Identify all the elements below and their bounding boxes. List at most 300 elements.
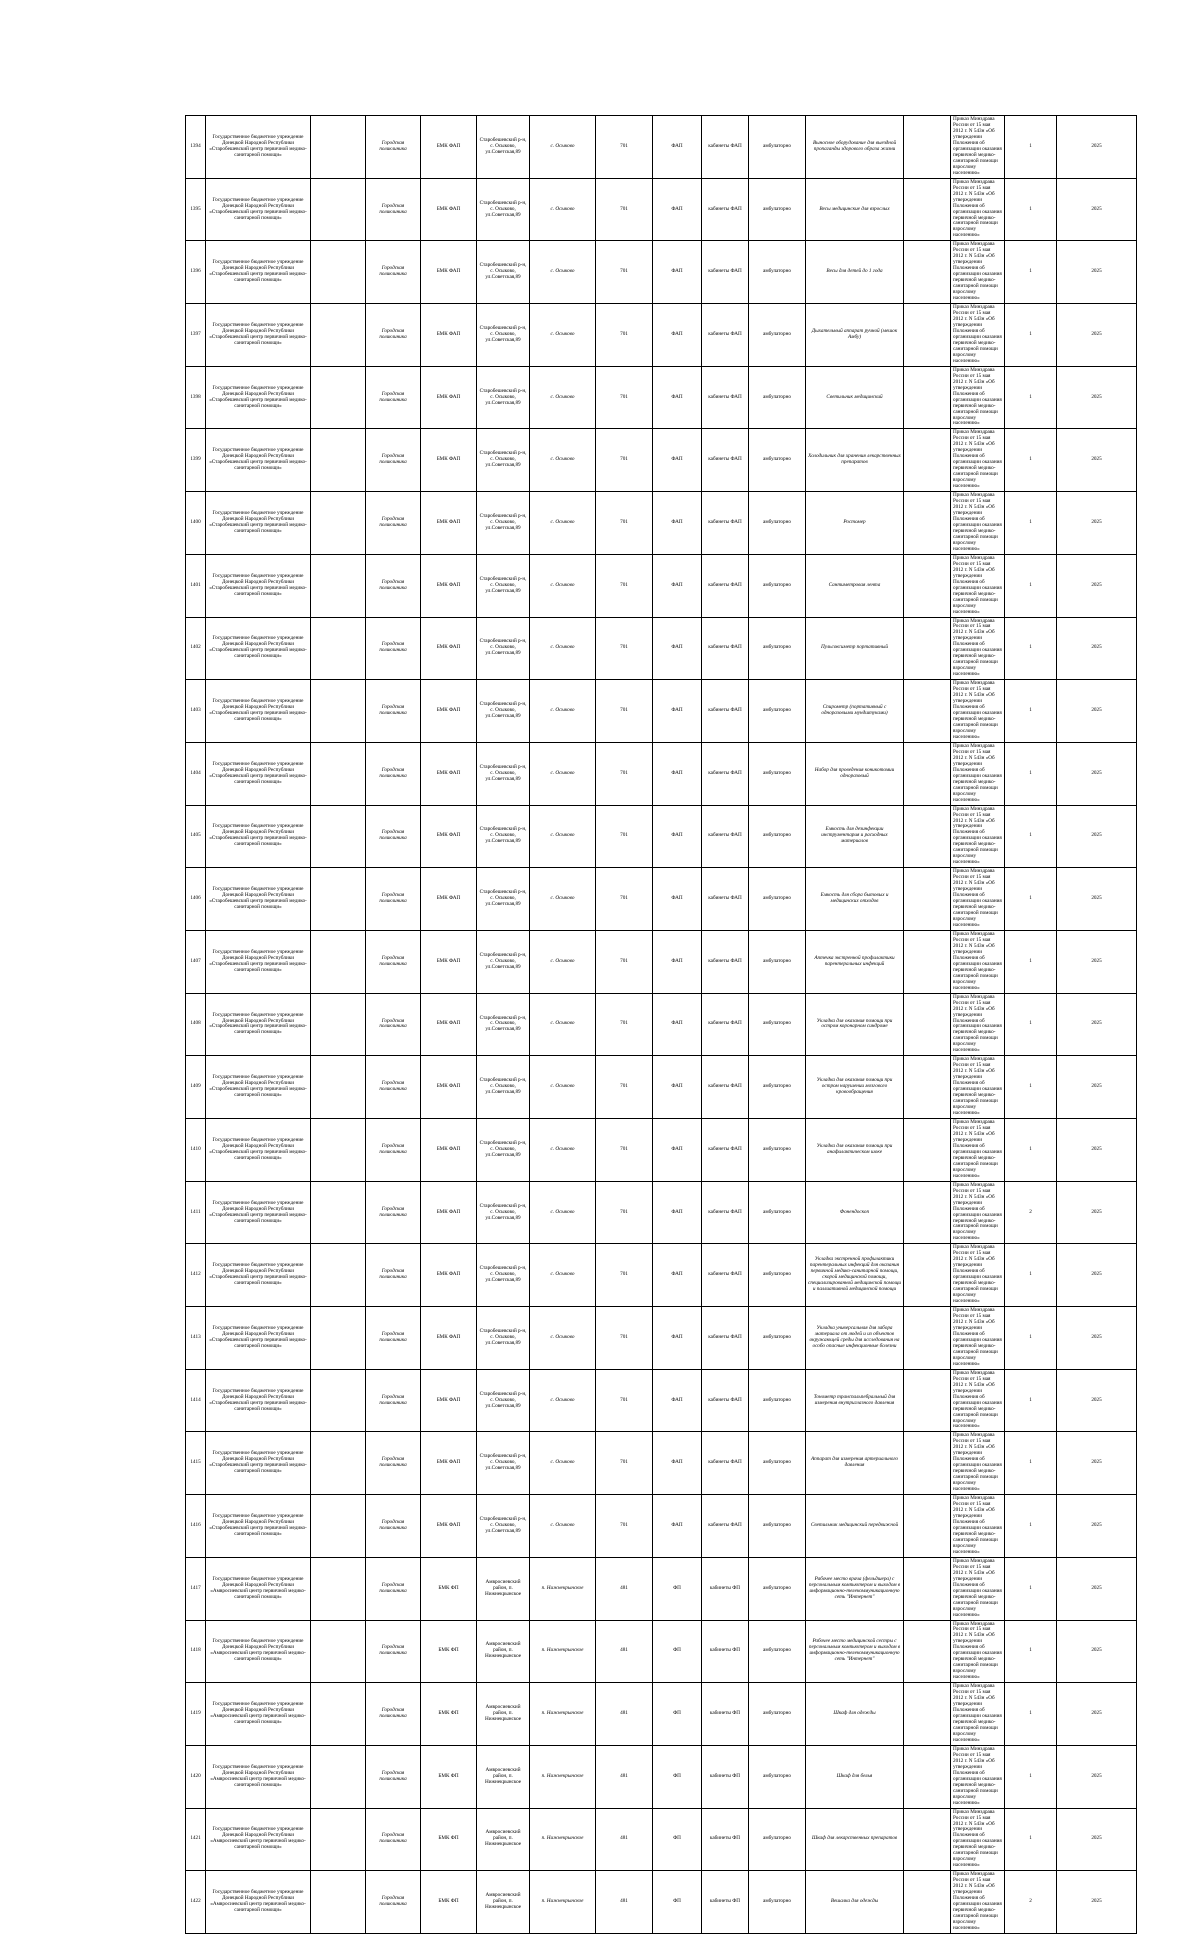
unit-type: БМК ФАП [421,1181,477,1244]
equipment-name: Сантиметровая лента [806,554,904,617]
row-number: 1416 [186,1495,206,1558]
year: 2025 [1057,1181,1137,1244]
facility-address: Старобешевский р-н, с. Осыково, ул.Советская,89 [477,429,530,492]
empty-cell [311,178,366,241]
organization-name: Государственное бюджетное учреждение Донецкой Народной Республики «Старобешевский центр первичной медико-санитарной помощи» [206,492,311,555]
table-row [186,1871,1137,1934]
organization-name: Государственное бюджетное учреждение Донецкой Народной Республики «Старобешевский центр первичной медико-санитарной помощи» [206,1495,311,1558]
facility-category: Городская поликлиника [366,617,421,680]
equipment-name: Холодильник для хранения лекарственных препаратов [806,429,904,492]
organization-name: Государственное бюджетное учреждение Донецкой Народной Республики «Старобешевский центр первичной медико-санитарной помощи» [206,680,311,743]
unit-type: БМК ФАП [421,1307,477,1370]
care-kind: амбулаторно [749,304,806,367]
facility-category: Городская поликлиника [366,742,421,805]
facility-address: Старобешевский р-н, с. Осыково, ул.Советская,89 [477,742,530,805]
equipment-name: Пульсоксиметр портативный [806,617,904,680]
row-number: 1404 [186,742,206,805]
row-number: 1410 [186,1119,206,1182]
locality: с. Осыково [530,680,596,743]
empty-cell [904,1369,951,1432]
row-number: 1402 [186,617,206,680]
regulatory-basis: Приказ Минздрава России от 15 мая 2012 г. N 543н «Об утверждении Положения об организации оказания первичной медико-санитарной помощи взрослому населению» [951,116,1005,179]
locality: с. Осыково [530,1369,596,1432]
care-kind: амбулаторно [749,1808,806,1871]
quantity: 1 [1005,429,1057,492]
facility-address: Амвросиевский район, п. Нижнекрынское [477,1683,530,1746]
care-kind: амбулаторно [749,617,806,680]
regulatory-basis: Приказ Минздрава России от 15 мая 2012 г. N 543н «Об утверждении Положения об организации оказания первичной медико-санитарной помощи взрослому населению» [951,680,1005,743]
empty-cell [904,993,951,1056]
facility-type: ФАП [653,930,702,993]
care-kind: амбулаторно [749,366,806,429]
table-row [186,1119,1137,1182]
regulatory-basis: Приказ Минздрава России от 15 мая 2012 г. N 543н «Об утверждении Положения об организации оказания первичной медико-санитарной помощи взрослому населению» [951,1181,1005,1244]
empty-cell [311,805,366,868]
facility-code: 701 [596,805,653,868]
empty-cell [311,742,366,805]
facility-code: 701 [596,1307,653,1370]
facility-address: Амвросиевский район, п. Нижнекрынское [477,1871,530,1934]
year: 2025 [1057,178,1137,241]
table-row [186,116,1137,179]
facility-address: Старобешевский р-н, с. Осыково, ул.Советская,89 [477,680,530,743]
quantity: 1 [1005,1369,1057,1432]
facility-code: 701 [596,304,653,367]
facility-address: Старобешевский р-н, с. Осыково, ул.Советская,89 [477,1495,530,1558]
table-row [186,1620,1137,1683]
locality: с. Осыково [530,1307,596,1370]
facility-code: 701 [596,930,653,993]
empty-cell [311,241,366,304]
care-kind: амбулаторно [749,993,806,1056]
row-number: 1403 [186,680,206,743]
facility-category: Городская поликлиника [366,429,421,492]
unit-type: БМК ФП [421,1745,477,1808]
room: кабинеты ФАП [702,868,749,931]
empty-cell [904,930,951,993]
facility-type: ФП [653,1557,702,1620]
empty-cell [311,930,366,993]
table-row [186,492,1137,555]
row-number: 1400 [186,492,206,555]
facility-code: 701 [596,178,653,241]
equipment-name: Шкаф для белья [806,1745,904,1808]
facility-category: Городская поликлиника [366,492,421,555]
equipment-name: Укладка для оказания помощи при остром коронарном синдроме [806,993,904,1056]
quantity: 1 [1005,742,1057,805]
equipment-name: Вешалка для одежды [806,1871,904,1934]
quantity: 1 [1005,1745,1057,1808]
quantity: 1 [1005,930,1057,993]
equipment-name: Шкаф для одежды [806,1683,904,1746]
organization-name: Государственное бюджетное учреждение Донецкой Народной Республики «Старобешевский центр первичной медико-санитарной помощи» [206,1119,311,1182]
quantity: 1 [1005,554,1057,617]
empty-cell [311,1181,366,1244]
unit-type: БМК ФАП [421,1119,477,1182]
regulatory-basis: Приказ Минздрава России от 15 мая 2012 г. N 543н «Об утверждении Положения об организации оказания первичной медико-санитарной помощи взрослому населению» [951,1808,1005,1871]
facility-code: 701 [596,742,653,805]
row-number: 1408 [186,993,206,1056]
empty-cell [311,1683,366,1746]
equipment-name: Фонендоскоп [806,1181,904,1244]
regulatory-basis: Приказ Минздрава России от 15 мая 2012 г. N 543н «Об утверждении Положения об организации оказания первичной медико-санитарной помощи взрослому населению» [951,1620,1005,1683]
facility-category: Городская поликлиника [366,868,421,931]
quantity: 1 [1005,1495,1057,1558]
table-row [186,1808,1137,1871]
quantity: 1 [1005,241,1057,304]
facility-address: Старобешевский р-н, с. Осыково, ул.Советская,89 [477,805,530,868]
facility-code: 701 [596,1056,653,1119]
empty-cell [904,1871,951,1934]
locality: с. Осыково [530,492,596,555]
facility-code: 481 [596,1557,653,1620]
empty-cell [311,1119,366,1182]
equipment-name: Ростомер [806,492,904,555]
organization-name: Государственное бюджетное учреждение Донецкой Народной Республики «Амвросиевский центр первичной медико-санитарной помощи» [206,1683,311,1746]
room: кабинеты ФП [702,1871,749,1934]
quantity: 1 [1005,617,1057,680]
table-row [186,868,1137,931]
quantity: 1 [1005,868,1057,931]
year: 2025 [1057,1307,1137,1370]
empty-cell [904,617,951,680]
empty-cell [311,1244,366,1307]
room: кабинеты ФАП [702,617,749,680]
organization-name: Государственное бюджетное учреждение Донецкой Народной Республики «Амвросиевский центр первичной медико-санитарной помощи» [206,1745,311,1808]
facility-code: 701 [596,680,653,743]
room: кабинеты ФАП [702,492,749,555]
facility-category: Городская поликлиника [366,680,421,743]
empty-cell [311,1495,366,1558]
empty-cell [311,993,366,1056]
facility-category: Городская поликлиника [366,1307,421,1370]
facility-type: ФП [653,1620,702,1683]
equipment-name: Укладка экстренной профилактики парентеральных инфекций для оказания первичной медико-санитарной помощи, скорой медицинской помощи, специализированной медицинской помощи и паллиативной медицинской помощи [806,1244,904,1307]
organization-name: Государственное бюджетное учреждение Донецкой Народной Республики «Амвросиевский центр первичной медико-санитарной помощи» [206,1557,311,1620]
regulatory-basis: Приказ Минздрава России от 15 мая 2012 г. N 543н «Об утверждении Положения об организации оказания первичной медико-санитарной помощи взрослому населению» [951,1495,1005,1558]
year: 2025 [1057,554,1137,617]
room: кабинеты ФАП [702,1244,749,1307]
empty-cell [904,492,951,555]
unit-type: БМК ФАП [421,680,477,743]
unit-type: БМК ФАП [421,304,477,367]
facility-address: Старобешевский р-н, с. Осыково, ул.Советская,89 [477,1244,530,1307]
quantity: 1 [1005,178,1057,241]
empty-cell [904,429,951,492]
row-number: 1401 [186,554,206,617]
facility-code: 481 [596,1871,653,1934]
empty-cell [311,1620,366,1683]
care-kind: амбулаторно [749,1307,806,1370]
table-row [186,178,1137,241]
facility-type: ФАП [653,1369,702,1432]
equipment-name: Шкаф для лекарственных препаратов [806,1808,904,1871]
organization-name: Государственное бюджетное учреждение Донецкой Народной Республики «Старобешевский центр первичной медико-санитарной помощи» [206,617,311,680]
row-number: 1398 [186,366,206,429]
facility-address: Старобешевский р-н, с. Осыково, ул.Советская,89 [477,1119,530,1182]
facility-code: 701 [596,366,653,429]
regulatory-basis: Приказ Минздрава России от 15 мая 2012 г. N 543н «Об утверждении Положения об организации оказания первичной медико-санитарной помощи взрослому населению» [951,429,1005,492]
regulatory-basis: Приказ Минздрава России от 15 мая 2012 г. N 543н «Об утверждении Положения об организации оказания первичной медико-санитарной помощи взрослому населению» [951,1307,1005,1370]
facility-category: Городская поликлиника [366,554,421,617]
row-number: 1407 [186,930,206,993]
facility-address: Амвросиевский район, п. Нижнекрынское [477,1620,530,1683]
year: 2025 [1057,617,1137,680]
facility-address: Амвросиевский район, п. Нижнекрынское [477,1557,530,1620]
facility-category: Городская поликлиника [366,1557,421,1620]
organization-name: Государственное бюджетное учреждение Донецкой Народной Республики «Старобешевский центр первичной медико-санитарной помощи» [206,241,311,304]
unit-type: БМК ФАП [421,116,477,179]
row-number: 1412 [186,1244,206,1307]
locality: п. Нижнекрынское [530,1557,596,1620]
equipment-name: Емкость для сбора бытовых и медицинских отходов [806,868,904,931]
facility-address: Старобешевский р-н, с. Осыково, ул.Советская,89 [477,1181,530,1244]
table-row [186,241,1137,304]
care-kind: амбулаторно [749,805,806,868]
row-number: 1411 [186,1181,206,1244]
year: 2025 [1057,1244,1137,1307]
empty-cell [311,1557,366,1620]
year: 2025 [1057,1056,1137,1119]
locality: п. Нижнекрынское [530,1683,596,1746]
care-kind: амбулаторно [749,1432,806,1495]
organization-name: Государственное бюджетное учреждение Донецкой Народной Республики «Старобешевский центр первичной медико-санитарной помощи» [206,1244,311,1307]
facility-address: Старобешевский р-н, с. Осыково, ул.Советская,89 [477,116,530,179]
empty-cell [904,304,951,367]
locality: с. Осыково [530,1244,596,1307]
organization-name: Государственное бюджетное учреждение Донецкой Народной Республики «Старобешевский центр первичной медико-санитарной помощи» [206,554,311,617]
facility-type: ФАП [653,1307,702,1370]
unit-type: БМК ФАП [421,492,477,555]
equipment-name: Укладка универсальная для забора материала от людей и из объектов окружающей среды для исследования на особо опасные инфекционные болезни [806,1307,904,1370]
room: кабинеты ФАП [702,178,749,241]
empty-cell [311,1745,366,1808]
empty-cell [311,1871,366,1934]
locality: п. Нижнекрынское [530,1620,596,1683]
empty-cell [311,1432,366,1495]
facility-type: ФАП [653,429,702,492]
facility-code: 701 [596,554,653,617]
quantity: 1 [1005,1683,1057,1746]
organization-name: Государственное бюджетное учреждение Донецкой Народной Республики «Старобешевский центр первичной медико-санитарной помощи» [206,1056,311,1119]
facility-address: Старобешевский р-н, с. Осыково, ул.Советская,89 [477,492,530,555]
facility-code: 701 [596,1244,653,1307]
regulatory-basis: Приказ Минздрава России от 15 мая 2012 г. N 543н «Об утверждении Положения об организации оказания первичной медико-санитарной помощи взрослому населению» [951,1369,1005,1432]
unit-type: БМК ФАП [421,1495,477,1558]
year: 2025 [1057,993,1137,1056]
year: 2025 [1057,868,1137,931]
facility-address: Старобешевский р-н, с. Осыково, ул.Советская,89 [477,366,530,429]
quantity: 1 [1005,1620,1057,1683]
regulatory-basis: Приказ Минздрава России от 15 мая 2012 г. N 543н «Об утверждении Положения об организации оказания первичной медико-санитарной помощи взрослому населению» [951,1683,1005,1746]
locality: с. Осыково [530,742,596,805]
facility-type: ФП [653,1871,702,1934]
empty-cell [904,1056,951,1119]
facility-type: ФАП [653,492,702,555]
locality: с. Осыково [530,366,596,429]
year: 2025 [1057,304,1137,367]
equipment-name: Светильник медицинский передвижной [806,1495,904,1558]
unit-type: БМК ФАП [421,1369,477,1432]
quantity: 1 [1005,116,1057,179]
row-number: 1418 [186,1620,206,1683]
locality: п. Нижнекрынское [530,1808,596,1871]
facility-code: 701 [596,1119,653,1182]
quantity: 2 [1005,1871,1057,1934]
quantity: 2 [1005,1181,1057,1244]
row-number: 1409 [186,1056,206,1119]
regulatory-basis: Приказ Минздрава России от 15 мая 2012 г. N 543н «Об утверждении Положения об организации оказания первичной медико-санитарной помощи взрослому населению» [951,868,1005,931]
facility-code: 701 [596,868,653,931]
regulatory-basis: Приказ Минздрава России от 15 мая 2012 г. N 543н «Об утверждении Положения об организации оказания первичной медико-санитарной помощи взрослому населению» [951,304,1005,367]
room: кабинеты ФАП [702,241,749,304]
facility-category: Городская поликлиника [366,1119,421,1182]
row-number: 1419 [186,1683,206,1746]
locality: с. Осыково [530,1495,596,1558]
organization-name: Государственное бюджетное учреждение Донецкой Народной Республики «Старобешевский центр первичной медико-санитарной помощи» [206,1181,311,1244]
year: 2025 [1057,1557,1137,1620]
facility-category: Городская поликлиника [366,993,421,1056]
table-row [186,1056,1137,1119]
facility-category: Городская поликлиника [366,1620,421,1683]
room: кабинеты ФАП [702,366,749,429]
locality: с. Осыково [530,1056,596,1119]
facility-code: 701 [596,492,653,555]
facility-address: Старобешевский р-н, с. Осыково, ул.Советская,89 [477,930,530,993]
regulatory-basis: Приказ Минздрава России от 15 мая 2012 г. N 543н «Об утверждении Положения об организации оказания первичной медико-санитарной помощи взрослому населению» [951,1056,1005,1119]
unit-type: БМК ФАП [421,241,477,304]
equipment-name: Рабочее место медицинской сестры с персональным компьютером и выходом в информационно-телекоммуникационную сеть "Интернет" [806,1620,904,1683]
empty-cell [904,1307,951,1370]
facility-type: ФАП [653,1244,702,1307]
facility-category: Городская поликлиника [366,366,421,429]
empty-cell [904,1495,951,1558]
organization-name: Государственное бюджетное учреждение Донецкой Народной Республики «Старобешевский центр первичной медико-санитарной помощи» [206,993,311,1056]
empty-cell [311,429,366,492]
organization-name: Государственное бюджетное учреждение Донецкой Народной Республики «Старобешевский центр первичной медико-санитарной помощи» [206,178,311,241]
row-number: 1395 [186,178,206,241]
year: 2025 [1057,1432,1137,1495]
quantity: 1 [1005,1557,1057,1620]
year: 2025 [1057,492,1137,555]
care-kind: амбулаторно [749,930,806,993]
facility-type: ФАП [653,1432,702,1495]
facility-address: Старобешевский р-н, с. Осыково, ул.Советская,89 [477,304,530,367]
quantity: 1 [1005,366,1057,429]
locality: с. Осыково [530,241,596,304]
facility-type: ФАП [653,742,702,805]
equipment-name: Укладка для оказания помощи при анафилактическом шоке [806,1119,904,1182]
facility-type: ФАП [653,617,702,680]
empty-cell [904,1808,951,1871]
care-kind: амбулаторно [749,680,806,743]
quantity: 1 [1005,1307,1057,1370]
table-row [186,680,1137,743]
facility-category: Городская поликлиника [366,1871,421,1934]
year: 2025 [1057,1369,1137,1432]
empty-cell [311,1369,366,1432]
equipment-name: Рабочее место врача (фельдшера) с персональным компьютером и выходом в информационно-телекоммуникационную сеть "Интернет" [806,1557,904,1620]
regulatory-basis: Приказ Минздрава России от 15 мая 2012 г. N 543н «Об утверждении Положения об организации оказания первичной медико-санитарной помощи взрослому населению» [951,1432,1005,1495]
facility-type: ФАП [653,993,702,1056]
facility-code: 701 [596,993,653,1056]
facility-code: 701 [596,617,653,680]
facility-code: 701 [596,1495,653,1558]
unit-type: БМК ФАП [421,554,477,617]
unit-type: БМК ФАП [421,366,477,429]
room: кабинеты ФАП [702,554,749,617]
empty-cell [904,1557,951,1620]
unit-type: БМК ФАП [421,868,477,931]
unit-type: БМК ФАП [421,805,477,868]
unit-type: БМК ФАП [421,178,477,241]
organization-name: Государственное бюджетное учреждение Донецкой Народной Республики «Старобешевский центр первичной медико-санитарной помощи» [206,742,311,805]
facility-code: 481 [596,1620,653,1683]
equipment-name: Набор для проведения коникотомии одноразовый [806,742,904,805]
empty-cell [904,868,951,931]
organization-name: Государственное бюджетное учреждение Донецкой Народной Республики «Старобешевский центр первичной медико-санитарной помощи» [206,366,311,429]
quantity: 1 [1005,1432,1057,1495]
locality: с. Осыково [530,617,596,680]
facility-category: Городская поликлиника [366,805,421,868]
facility-type: ФАП [653,1181,702,1244]
care-kind: амбулаторно [749,1745,806,1808]
table-row [186,1432,1137,1495]
room: кабинеты ФАП [702,1369,749,1432]
equipment-name: Аппарат для измерения артериального давления [806,1432,904,1495]
table-row [186,304,1137,367]
equipment-name: Весы медицинские для взрослых [806,178,904,241]
unit-type: БМК ФАП [421,1244,477,1307]
empty-cell [904,1181,951,1244]
facility-type: ФАП [653,1495,702,1558]
locality: с. Осыково [530,805,596,868]
year: 2025 [1057,366,1137,429]
empty-cell [311,617,366,680]
organization-name: Государственное бюджетное учреждение Донецкой Народной Республики «Старобешевский центр первичной медико-санитарной помощи» [206,1369,311,1432]
care-kind: амбулаторно [749,1495,806,1558]
facility-category: Городская поликлиника [366,1432,421,1495]
facility-code: 701 [596,116,653,179]
empty-cell [311,868,366,931]
locality: с. Осыково [530,554,596,617]
table-row [186,1495,1137,1558]
facility-code: 701 [596,241,653,304]
quantity: 1 [1005,492,1057,555]
empty-cell [311,366,366,429]
facility-type: ФП [653,1808,702,1871]
equipment-name: Дыхательный аппарат ручной (мешок Амбу) [806,304,904,367]
facility-type: ФАП [653,680,702,743]
unit-type: БМК ФАП [421,930,477,993]
locality: с. Осыково [530,868,596,931]
equipment-name: Выносное оборудование для выездной пропаганды здорового образа жизни [806,116,904,179]
facility-type: ФАП [653,366,702,429]
empty-cell [904,1620,951,1683]
table-row [186,805,1137,868]
row-number: 1422 [186,1871,206,1934]
care-kind: амбулаторно [749,178,806,241]
locality: с. Осыково [530,993,596,1056]
empty-cell [311,1307,366,1370]
empty-cell [311,492,366,555]
care-kind: амбулаторно [749,1119,806,1182]
equipment-name: Укладка для оказания помощи при остром нарушении мозгового кровообращения [806,1056,904,1119]
locality: с. Осыково [530,930,596,993]
facility-type: ФАП [653,1056,702,1119]
regulatory-basis: Приказ Минздрава России от 15 мая 2012 г. N 543н «Об утверждении Положения об организации оказания первичной медико-санитарной помощи взрослому населению» [951,993,1005,1056]
regulatory-basis: Приказ Минздрава России от 15 мая 2012 г. N 543н «Об утверждении Положения об организации оказания первичной медико-санитарной помощи взрослому населению» [951,1119,1005,1182]
